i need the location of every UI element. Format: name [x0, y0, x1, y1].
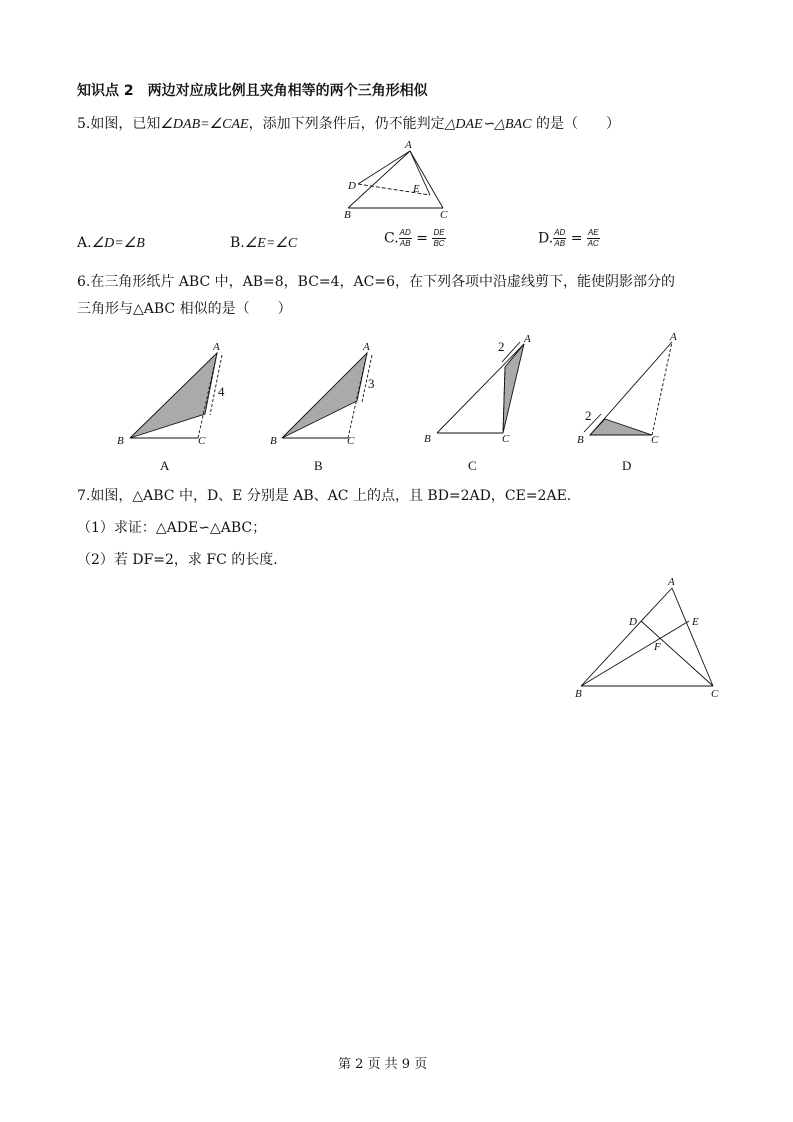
- q7-figure: [575, 576, 719, 700]
- svg-text:B: B: [344, 209, 351, 221]
- svg-text:2: 2: [498, 339, 505, 354]
- q5-option-a: A.∠D=∠B: [77, 235, 145, 251]
- question-7-line1: 7.如图，△ABC 中，D、E 分别是 AB、AC 上的点，且 BD=2AD，CE=2AE.: [77, 488, 572, 504]
- page-footer: 第 2 页 共 9 页: [338, 1057, 428, 1072]
- svg-text:E: E: [692, 616, 699, 628]
- q5-figure: [344, 139, 448, 221]
- svg-text:D: D: [629, 616, 637, 628]
- q5-option-b: B.∠E=∠C: [230, 235, 298, 251]
- svg-text:3: 3: [368, 376, 375, 391]
- q5-option-c: C. $\frac{AD}{AB}$ = $\frac{DE}{BC}$: [384, 228, 445, 248]
- q6-figure-a: [117, 341, 225, 447]
- svg-text:B: B: [577, 434, 584, 446]
- question-6-line2: 三角形与△ABC 相似的是（ ）: [77, 301, 292, 317]
- q5-option-d: D. $\frac{AD}{AB}$ = $\frac{AE}{AC}$: [538, 228, 599, 248]
- svg-text:B: B: [270, 435, 277, 447]
- q5-number: 5.: [77, 116, 91, 132]
- section-title: 知识点 2 两边对应成比例且夹角相等的两个三角形相似: [77, 83, 428, 99]
- question-7-line2: （1）求证：△ADE∽△ABC；: [77, 520, 267, 536]
- svg-text:4: 4: [218, 384, 225, 399]
- svg-text:C: C: [440, 209, 448, 221]
- svg-text:A: A: [668, 576, 675, 588]
- svg-text:B: B: [117, 435, 124, 447]
- question-6-line1: 6.在三角形纸片 ABC 中，AB=8，BC=4，AC=6，在下列各项中沿虚线剪下，能使阴影部分的: [77, 274, 676, 290]
- svg-text:B: B: [424, 433, 431, 445]
- q5-text-c: 的是（ ）: [531, 116, 620, 132]
- q5-angle: ∠DAB=∠CAE: [160, 117, 249, 132]
- svg-text:E: E: [413, 183, 420, 195]
- q6-figure-b: [270, 341, 375, 447]
- svg-text:A: A: [670, 331, 677, 343]
- question-7-line3: （2）若 DF=2，求 FC 的长度.: [77, 552, 278, 568]
- svg-text:A: A: [213, 341, 220, 353]
- svg-text:C: C: [651, 434, 659, 446]
- svg-text:F: F: [654, 641, 661, 653]
- svg-text:A: A: [524, 333, 531, 345]
- q5-text-a: 如图，已知: [90, 116, 161, 132]
- svg-text:C: C: [198, 435, 206, 447]
- q6-caption-d: D: [622, 458, 632, 473]
- q5-similar: △DAE∽△BAC: [444, 117, 532, 132]
- q6-figure-d: [577, 331, 677, 446]
- svg-text:C: C: [347, 435, 355, 447]
- svg-text:C: C: [502, 433, 510, 445]
- svg-text:D: D: [348, 180, 356, 192]
- q6-caption-c: C: [468, 458, 477, 473]
- q6-caption-b: B: [314, 458, 323, 473]
- q6-figure-c: [424, 333, 531, 445]
- svg-text:A: A: [363, 341, 370, 353]
- svg-text:B: B: [575, 688, 582, 700]
- svg-text:C: C: [711, 688, 719, 700]
- q5-text-b: ，添加下列条件后，仍不能判定: [248, 116, 445, 132]
- q6-caption-a: A: [160, 458, 170, 473]
- svg-text:A: A: [405, 139, 412, 151]
- svg-text:2: 2: [585, 408, 592, 423]
